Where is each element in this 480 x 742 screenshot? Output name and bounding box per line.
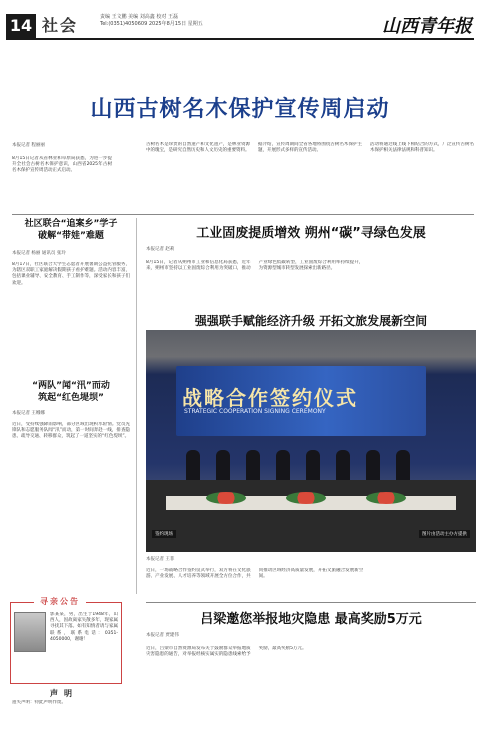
page-number: 14 xyxy=(6,14,36,38)
photo-banner-title: 战略合作签约仪式 xyxy=(182,386,358,410)
photo-stage xyxy=(146,480,476,552)
left-story1-title-line2: 破解“带娃”难题 xyxy=(38,231,104,241)
ad-body: 郭某某，男，出生于1948年，山西人，因故离家失散多年，现家属寻找其下落。如有知情者请与家属联系，联系电话：0351-4050000，谢谢！ xyxy=(50,612,118,642)
photo-banner-subtitle: STRATEGIC COOPERATION SIGNING CEREMONY xyxy=(184,408,326,415)
section-title: 社会 xyxy=(42,16,79,35)
column-divider xyxy=(136,218,137,594)
left-story2-title xyxy=(12,380,130,404)
flower-decor xyxy=(286,492,326,504)
divider-report xyxy=(146,602,476,603)
divider-top xyxy=(12,214,474,215)
left-story2-body: 近日，受持续强降雨影响，部分区域出现积水险情。党员先锋队和志愿服务队闻“汛”而动，第一时间奔赴一线，排查隐患、疏导交通、转移群众，筑起了一道坚实的“红色堤坝”。 xyxy=(12,422,130,440)
photo-caption-right: 图片由活动主办方提供 xyxy=(419,530,470,538)
cooperation-story-title: 强强联手赋能经济升级 开拓文旅发展新空间 xyxy=(194,314,428,328)
left-story1-title-line1: 社区联合“追案乡”学子 xyxy=(24,219,118,229)
header-rule xyxy=(6,38,474,40)
industry-story-title: 工业固废提质增效 朔州“碳”寻绿色发展 xyxy=(196,226,426,241)
left-story2-title-line1: “两队”闻“汛”而动 xyxy=(32,381,110,391)
report-story-body: 近日，吕梁市自然资源局发布关于鼓励群众举报地质灾害隐患的通告，对举报经核实属实的隐患线索给予奖励，最高奖励5万元。 xyxy=(146,646,307,658)
photo-caption-left: 签约现场 xyxy=(152,530,176,538)
left-story1-body: 8月17日，社区联合大学生志愿者开展暑期公益托管服务，为辖区双职工家庭解决假期孩子看护难题。活动内容丰富，包括课业辅导、安全教育、手工制作等，深受家长和孩子们欢迎。 xyxy=(12,262,130,286)
main-headline: 山西古树名木保护宣传周启动 xyxy=(90,97,390,122)
page-header xyxy=(0,0,480,40)
report-story-byline: 本报记者 贾建伟 xyxy=(146,633,179,638)
top-story-col3: 据介绍，宣传周期间全省各地将围绕古树名木保护主题，开展形式多样的宣传活动。 xyxy=(258,142,362,154)
left-story2-title-line2: 筑起“红色堤坝” xyxy=(38,393,104,403)
left-story1-byline: 本报记者 杨丽 通讯员 张玲 xyxy=(12,251,66,256)
top-story-col4: 活动将通过线上线下相结合的方式，广泛宣传古树名木保护相关法律法规和科普知识。 xyxy=(370,142,474,154)
notice-body: 遗失声明：特此声明作废。 xyxy=(12,700,66,705)
top-story-col1: 8月15日记者从省林业和草原局获悉，为进一步提升全社会古树名木保护意识，山西省2025年古树名木保护宣传周活动正式启动。 xyxy=(12,156,112,174)
report-story-title: 吕梁邀您举报地灾隐患 最高奖励5万元 xyxy=(200,612,422,627)
cooperation-story-body: 近日，一场战略合作签约仪式举行，双方将在文化旅游、产业发展、人才培养等领域开展全方位合作，共同推动区域经济高质量发展，开拓文旅融合发展新空间。 xyxy=(146,568,364,580)
top-story-byline: 本报记者 程丽丽 xyxy=(12,143,45,148)
industry-story-byline: 本报记者 赵莉 xyxy=(146,247,175,252)
top-story-col2: 古树名木是珍贵的自然遗产和文化遗产，是林业资源中的瑰宝，是研究自然历史和人文历史的重要资料。 xyxy=(146,142,250,154)
flower-decor xyxy=(206,492,246,504)
cooperation-story-byline: 本报记者 王菲 xyxy=(146,557,175,562)
contact-date: Tel:(0351)4050609 2025年8月15日 星期五 xyxy=(100,21,203,27)
ad-title: 寻亲公告 xyxy=(34,596,86,607)
left-story1-title xyxy=(12,218,130,242)
editors-line xyxy=(100,14,203,28)
left-story2-byline: 本报记者 王娜娜 xyxy=(12,411,45,416)
notice-title: 声明 xyxy=(50,689,78,698)
editors: 责编 王文鹏 美编 刘高鑫 校对 王磊 xyxy=(100,14,178,20)
masthead-logo: 山西青年报 xyxy=(382,16,472,37)
signing-ceremony-photo xyxy=(146,330,476,552)
industry-story-body: 8月15日，记者从朔州市工业和信息化局获悉，近年来，朔州市坚持以工业固废综合利用为突破口，推动产业绿色低碳转型，工业固废综合利用率持续提升，为资源型城市转型发展探索出新路径。 xyxy=(146,260,364,272)
missing-person-photo xyxy=(14,612,46,652)
flower-decor xyxy=(366,492,406,504)
